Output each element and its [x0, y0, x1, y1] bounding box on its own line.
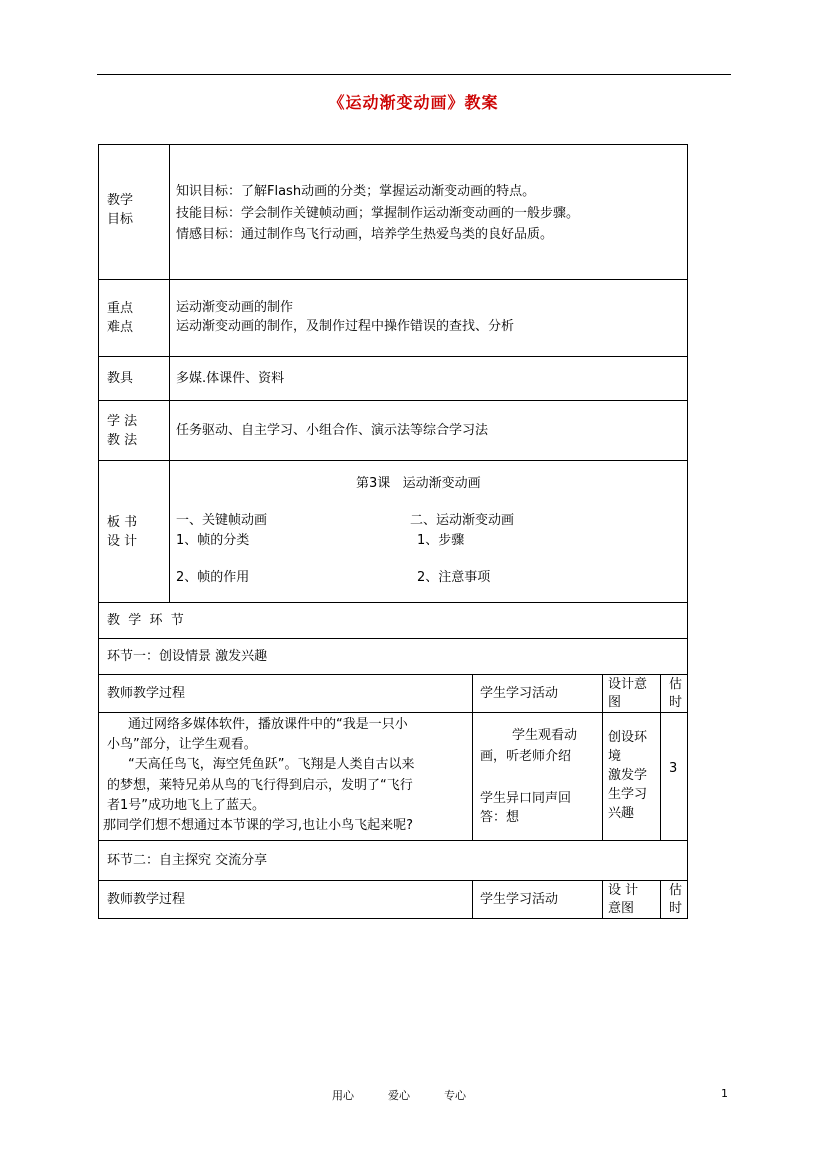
teacher-text: 小鸟”部分，让学生观看。 [107, 737, 257, 752]
board-heading: 第3课 运动渐变动画 [356, 476, 481, 491]
student-text: 学生异口同声回 [480, 791, 572, 806]
key-points-label: 重点 [107, 301, 134, 316]
board-left-item: 2、帧的作用 [176, 570, 250, 585]
student-text: 学生观看动 [512, 728, 578, 743]
tools-row [98, 356, 688, 401]
board-right-title: 二、运动渐变动画 [410, 513, 515, 528]
goal-knowledge: 知识目标：了解Flash动画的分类；掌握运动渐变动画的特点。 [176, 184, 536, 199]
student-text: 答：想 [480, 810, 520, 825]
stage1-title-row [98, 638, 688, 675]
section-header: 教 学 环 节 [107, 613, 184, 628]
page-number: 1 [721, 1087, 728, 1100]
col-student: 学生学习活动 [480, 892, 559, 907]
board-left-item: 1、帧的分类 [176, 533, 250, 548]
col-time-2: 时 [669, 695, 683, 710]
methods-label-2: 教 法 [107, 433, 138, 448]
col-time-2: 时 [669, 901, 683, 916]
col-design-2: 图 [608, 695, 622, 710]
col-student: 学生学习活动 [480, 686, 559, 701]
teacher-text: 那同学们想不想通过本节课的学习,也让小鸟飞起来呢? [103, 818, 414, 833]
design-text: 创设环 [608, 730, 648, 745]
col-teacher: 教师教学过程 [107, 892, 186, 907]
board-right-item: 2、注意事项 [417, 570, 491, 585]
student-text: 画，听老师介绍 [480, 749, 572, 764]
goal-emotion: 情感目标：通过制作鸟飞行动画，培养学生热爱鸟类的良好品质。 [176, 227, 554, 242]
design-text: 兴趣 [608, 806, 635, 821]
tools-value: 多媒.体课件、资料 [176, 371, 285, 386]
board-right-item: 1、步骤 [417, 533, 465, 548]
design-text: 生学习 [608, 787, 648, 802]
stage2-title: 环节二：自主探究 交流分享 [107, 853, 268, 868]
col-design-2: 意图 [608, 901, 635, 916]
goals-row [98, 144, 688, 280]
col-design: 设 计 [608, 883, 639, 898]
methods-value: 任务驱动、自主学习、小组合作、演示法等综合学习法 [176, 423, 489, 438]
tools-label: 教具 [107, 371, 134, 386]
teacher-text: “天高任鸟飞，海空凭鱼跃”。飞翔是人类自古以来 [128, 757, 415, 772]
key-point: 运动渐变动画的制作 [176, 300, 294, 315]
board-label: 板 书 [107, 515, 138, 530]
footer-right: 专心 [444, 1089, 466, 1102]
header-rule [97, 74, 731, 75]
goals-label: 教学 [107, 193, 134, 208]
methods-row [98, 400, 688, 461]
stage2-title-row [98, 840, 688, 881]
goal-skill: 技能目标：学会制作关键帧动画；掌握制作运动渐变动画的一般步骤。 [176, 206, 580, 221]
stage1-title: 环节一：创设情景 激发兴趣 [107, 649, 268, 664]
section-header-row [98, 602, 688, 639]
key-points-row [98, 279, 688, 357]
teacher-text: 者1号”成功地飞上了蓝天。 [107, 798, 266, 813]
footer-left: 用心 [332, 1089, 354, 1102]
stage1-header-row [98, 674, 688, 713]
board-label-2: 设 计 [107, 534, 138, 549]
col-teacher: 教师教学过程 [107, 686, 186, 701]
stage1-content-row [98, 712, 688, 841]
col-time: 估 [669, 677, 683, 692]
board-row [98, 460, 688, 603]
design-text: 激发学 [608, 768, 648, 783]
goals-label-2: 目标 [107, 212, 134, 227]
col-time: 估 [669, 883, 683, 898]
teacher-text: 通过网络多媒体软件，播放课件中的“我是一只小 [128, 717, 408, 732]
methods-label: 学 法 [107, 414, 138, 429]
teacher-text: 的梦想，莱特兄弟从鸟的飞行得到启示，发明了“飞行 [107, 778, 413, 793]
stage2-header-row [98, 880, 688, 919]
page-title: 《运动渐变动画》教案 [328, 93, 499, 112]
design-text: 境 [608, 749, 622, 764]
footer-middle: 爱心 [388, 1089, 410, 1102]
col-design: 设计意 [608, 677, 648, 692]
board-left-title: 一、关键帧动画 [176, 513, 268, 528]
difficulty-point: 运动渐变动画的制作，及制作过程中操作错误的查找、分析 [176, 319, 515, 334]
time-value: 3 [669, 761, 678, 776]
key-points-label-2: 难点 [107, 320, 134, 335]
